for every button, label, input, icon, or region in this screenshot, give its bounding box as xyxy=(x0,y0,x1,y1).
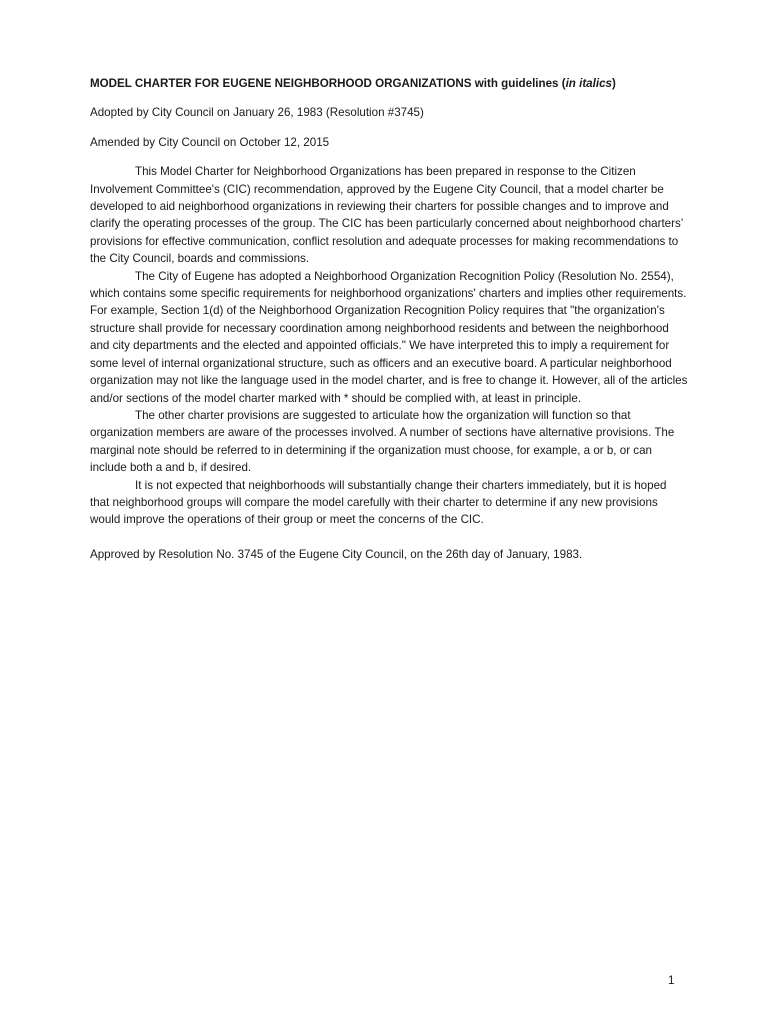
document-title xyxy=(90,75,688,92)
title-italic: in italics xyxy=(565,77,612,90)
approved-line: Approved by Resolution No. 3745 of the Eugene City Council, on the 26th day of January, 1983. xyxy=(90,547,583,561)
document-body xyxy=(90,75,688,563)
intro-paragraph: This Model Charter for Neighborhood Organizations has been prepared in response to the Citizen Involvement Committee's (CIC) recommendation, approved by the Eugene City Council, that a model charter be developed to aid neighborhood organizations in reviewing their charters for possible changes and to improve and clarify the operating processes of the group. The CIC has been particularly concerned about neighborhood charters’ provisions for effective communication, conflict resolution and adequate processes for making recommendations to the City Council, boards and commissions. xyxy=(90,165,683,266)
expectations-paragraph: It is not expected that neighborhoods will substantially change their charters immediately, but it is hoped that neighborhood groups will compare the model carefully with their charter to determine if any new provisions would improve the operations of their group or meet the concerns of the CIC. xyxy=(90,478,667,527)
policy-paragraph: The City of Eugene has adopted a Neighborhood Organization Recognition Policy (Resolution No. 2554), which contains some specific requirements for neighborhood organizations' charters and implies other requirements. For example, Section 1(d) of the Neighborhood Organization Recognition Policy requires that "the organization's structure shall provide for necessary coordination among neighborhood residents and between the neighborhood and city departments and the elected and appointed officials." We have interpreted this to imply a requirement for some level of internal organizational structure, such as officers and an executive board. A particular neighborhood organization may not like the language used in the model charter, and is free to change it. However, all of the articles and/or sections of the model charter marked with * should be complied with, at least in principle. xyxy=(90,269,688,405)
title-end: ) xyxy=(611,77,616,90)
amended-line: Amended by City Council on October 12, 2015 xyxy=(90,135,330,149)
title-main: MODEL CHARTER FOR EUGENE NEIGHBORHOOD ORGANIZATIONS with guidelines ( xyxy=(90,77,566,90)
adopted-line: Adopted by City Council on January 26, 1983 (Resolution #3745) xyxy=(90,106,424,120)
page-number: 1 xyxy=(668,974,675,987)
provisions-paragraph: The other charter provisions are suggested to articulate how the organization will function so that organization members are aware of the processes involved. A number of sections have alternative provisions. The marginal note should be referred to in determining if the organization must choose, for example, a or b, or can include both a and b, if desired. xyxy=(90,408,675,475)
